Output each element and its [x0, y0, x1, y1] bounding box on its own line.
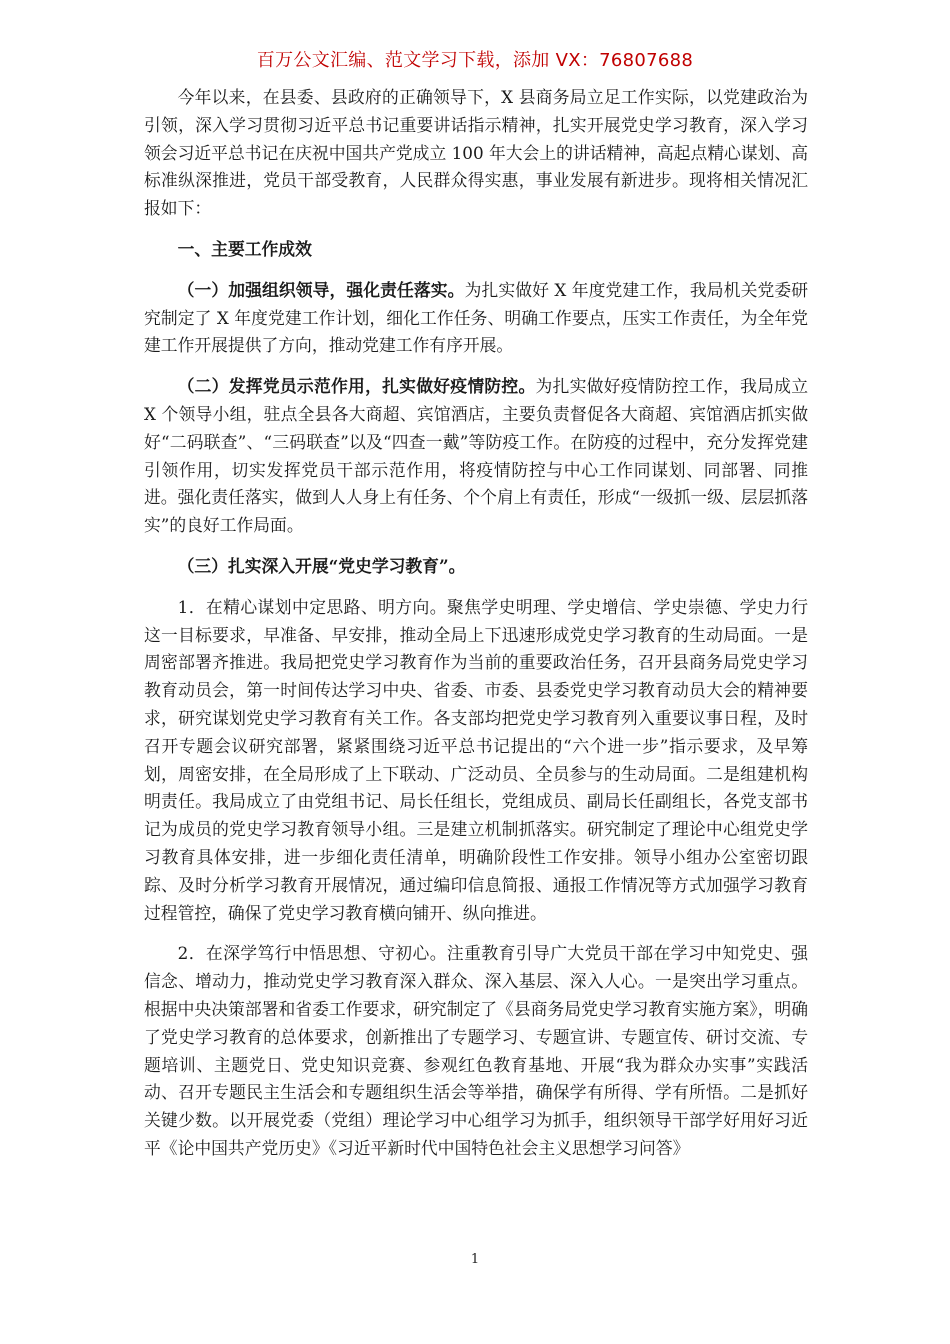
item-1-body: 为扎实做好 X 年度党建工作，我局机关党委研究制定了 X 年度党建工作计划，细化工作任务、明确工作要点，压实工作责任，为全年党建工作开展提供了方向，推动党建工作有序开展。 [144, 279, 808, 356]
item-1-paragraph [144, 277, 808, 360]
item-2-body: 为扎实做好疫情防控工作，我局成立 X 个领导小组，驻点全县各大商超、宾馆酒店，主要负责督促各大商超、宾馆酒店抓实做好“二码联查”、“三码联查”以及“四查一戴”等防疫工作。在防疫的过程中，充分发挥党建引领作用，切实发挥党员干部示范作用，将疫情防控与中心工作同谋划、同部署、同推进。强化责任落实，做到人人身上有任务、个个肩上有责任，形成“一级抓一级、层层抓落实”的良好工作局面。 [144, 376, 808, 536]
item-3-title: （三）扎实深入开展“党史学习教育”。 [177, 555, 466, 576]
watermark-banner: 百万公文汇编、范文学习下载，添加 VX：76807688 [256, 50, 694, 71]
item-1-title: （一）加强组织领导，强化责任落实。 [177, 279, 465, 300]
intro-paragraph: 今年以来，在县委、县政府的正确领导下，X 县商务局立足工作实际，以党建政治为引领，深入学习贯彻习近平总书记重要讲话指示精神，扎实开展党史学习教育，深入学习领会习近平总书记在庆祝中国共产党成立 100 年大会上的讲话精神，高起点精心谋划、高标准纵深推进，党员干部受教育，人民群众得实惠，事业发展有新进步。现将相关情况汇报如下： [144, 87, 808, 219]
item-2-title: （二）发挥党员示范作用，扎实做好疫情防控。 [177, 376, 536, 397]
page-number: 1 [470, 1252, 480, 1267]
section-heading: 一、主要工作成效 [177, 238, 312, 259]
item-2-paragraph [144, 373, 808, 540]
document-body [144, 84, 808, 1176]
subitem-2-paragraph: 2．在深学笃行中悟思想、守初心。注重教育引导广大党员干部在学习中知党史、强信念、增动力，推动党史学习教育深入群众、深入基层、深入人心。一是突出学习重点。根据中央决策部署和省委工作要求，研究制定了《县商务局党史学习教育实施方案》，明确了党史学习教育的总体要求，创新推出了专题学习、专题宣讲、专题宣传、研讨交流、专题培训、主题党日、党史知识竞赛、参观红色教育基地、开展“我为群众办实事”实践活动、召开专题民主生活会和专题组织生活会等举措，确保学有所得、学有所悟。二是抓好关键少数。以开展党委（党组）理论学习中心组学习为抓手，组织领导干部学好用好习近平《论中国共产党历史》《习近平新时代中国特色社会主义思想学习问答》 [144, 943, 808, 1158]
subitem-1-paragraph: 1．在精心谋划中定思路、明方向。聚焦学史明理、学史增信、学史崇德、学史力行这一目标要求，早准备、早安排，推动全局上下迅速形成党史学习教育的生动局面。一是周密部署齐推进。我局把党史学习教育作为当前的重要政治任务，召开县商务局党史学习教育动员会，第一时间传达学习中央、省委、市委、县委党史学习教育动员大会的精神要求，研究谋划党史学习教育有关工作。各支部均把党史学习教育列入重要议事日程，及时召开专题会议研究部署，紧紧围绕习近平总书记提出的“六个进一步”指示要求，及早筹划，周密安排，在全局形成了上下联动、广泛动员、全员参与的生动局面。二是组建机构明责任。我局成立了由党组书记、局长任组长，党组成员、副局长任副组长，各党支部书记为成员的党史学习教育领导小组。三是建立机制抓落实。研究制定了理论中心组党史学习教育具体安排，进一步细化责任清单，明确阶段性工作安排。领导小组办公室密切跟踪、及时分析学习教育开展情况，通过编印信息简报、通报工作情况等方式加强学习教育过程管控，确保了党史学习教育横向铺开、纵向推进。 [144, 596, 808, 923]
